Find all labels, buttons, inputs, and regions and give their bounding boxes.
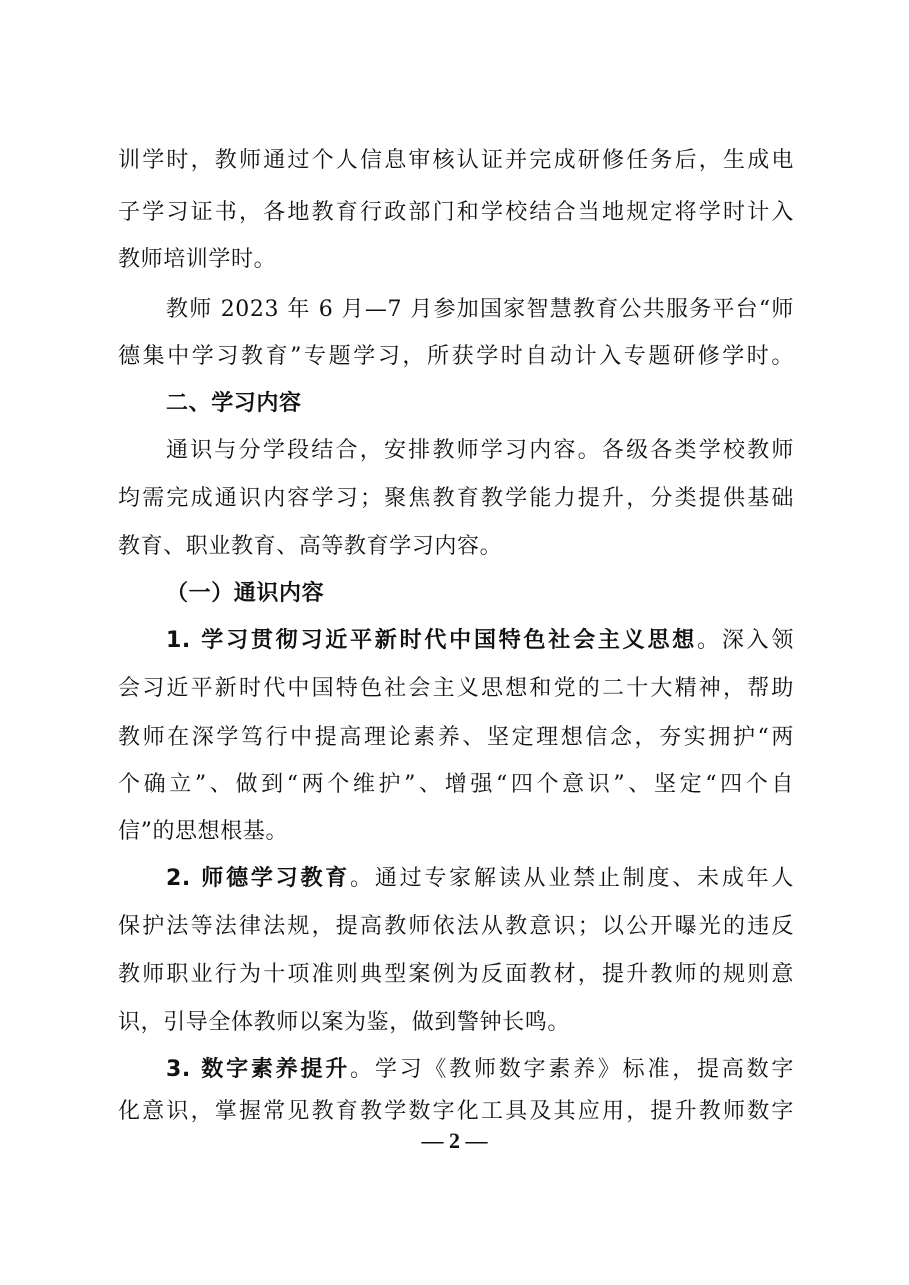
paragraph-3-line-3: 教育、职业教育、高等教育学习内容。 [118,534,503,559]
item-2-line-3: 教师职业行为十项准则典型案例为反面教材，提升教师的规则意 [118,962,794,987]
item-2-line-2: 保护法等法律法规，提高教师依法从教意识；以公开曝光的违反 [118,914,794,939]
item-1-line-2: 会习近平新时代中国特色社会主义思想和党的二十大精神，帮助 [118,676,794,701]
subsection-heading-1: （一）通识内容 [166,581,325,606]
paragraph-3-line-1: 通识与分学段结合，安排教师学习内容。各级各类学校教师 [166,438,794,463]
item-1-line-5: 信”的思想根基。 [118,819,289,844]
item-1-title: 1. 学习贯彻习近平新时代中国特色社会主义思想 [166,628,698,653]
section-heading-2: 二、学习内容 [166,391,302,416]
paragraph-1-line-2: 子学习证书，各地教育行政部门和学校结合当地规定将学时计入 [118,200,794,225]
item-1-line-1 [166,626,794,656]
item-1-line-4: 个确立”、做到“两个维护”、增强“四个意识”、坚定“四个自 [118,772,794,797]
item-2-line-1-rest: 。通过专家解读从业禁止制度、未成年人 [350,866,794,891]
paragraph-3-line-2: 均需完成通识内容学习；聚焦教育教学能力提升，分类提供基础 [118,486,794,511]
item-2-title: 2. 师德学习教育 [166,866,351,891]
item-1-line-1-rest: 。深入领 [697,628,794,653]
item-3-line-1-rest: 。学习《教师数字素养》标准，提高数字 [350,1057,794,1082]
item-3-line-2: 化意识，掌握常见教育教学数字化工具及其应用，提升教师数字 [118,1099,794,1124]
paragraph-2-line-1: 教师 2023 年 6 月—7 月参加国家智慧教育公共服务平台“师 [166,297,794,322]
item-3-title: 3. 数字素养提升 [166,1057,351,1082]
page-number: — 2 — [421,1128,488,1153]
item-1-line-3: 教师在深学笃行中提高理论素养、坚定理想信念，夯实拥护“两 [118,725,794,750]
item-2-line-1 [166,864,794,894]
item-2-line-4: 识，引导全体教师以案为鉴，做到警钟长鸣。 [118,1010,571,1035]
paragraph-1-line-3: 教师培训学时。 [118,247,277,272]
paragraph-2-line-2: 德集中学习教育”专题学习，所获学时自动计入专题研修学时。 [118,344,794,369]
item-3-line-1 [166,1055,794,1085]
paragraph-1-line-1: 训学时，教师通过个人信息审核认证并完成研修任务后，生成电 [118,148,794,173]
